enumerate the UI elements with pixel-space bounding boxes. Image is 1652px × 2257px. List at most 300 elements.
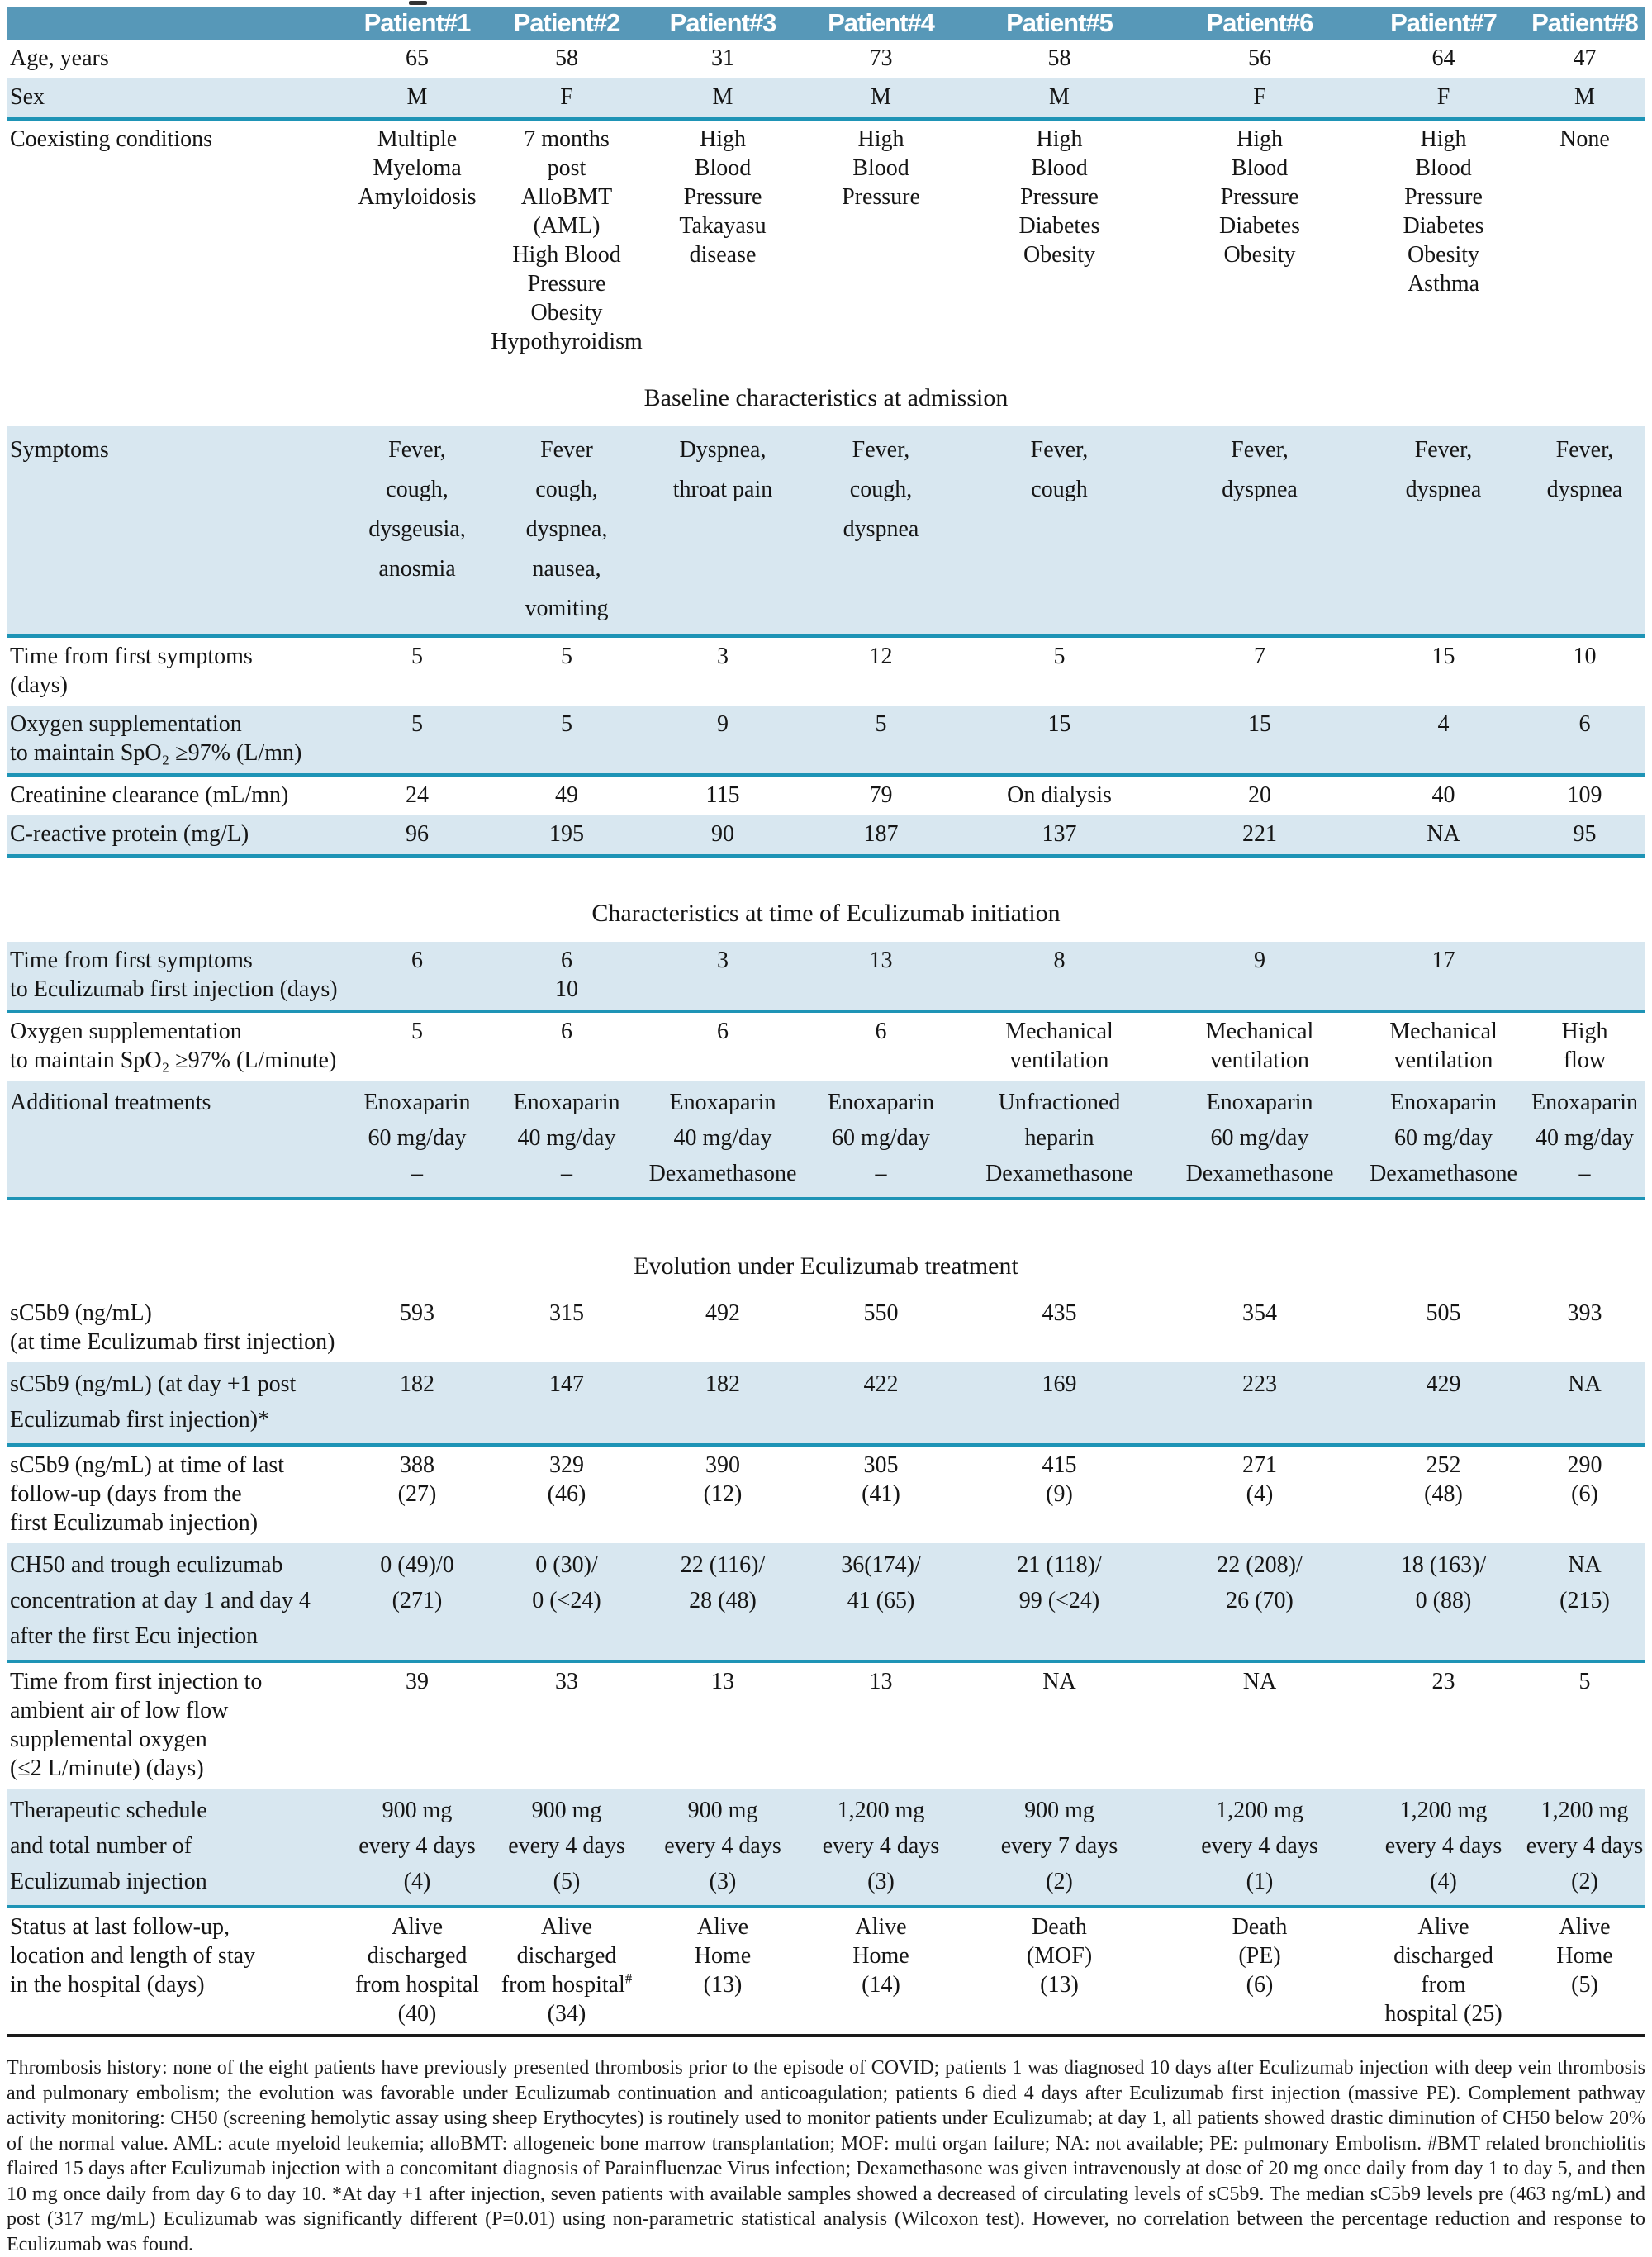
- cell: [1156, 706, 1363, 775]
- cell-line: F: [1253, 84, 1266, 110]
- cell-line: 0 (<24): [532, 1588, 601, 1613]
- cell: [646, 706, 800, 775]
- cell-line: (27): [397, 1481, 437, 1507]
- cell-line: concentration at day 1 and day 4: [10, 1588, 311, 1613]
- cell-line: Blood: [1415, 155, 1472, 181]
- cell-line: every 4 days: [664, 1833, 781, 1859]
- cell-line: every 4 days: [1526, 1833, 1644, 1859]
- cell-line: 1,200 mg: [1216, 1798, 1303, 1823]
- cell-line: –: [411, 1161, 423, 1186]
- cell-line: (13): [1040, 1972, 1079, 1998]
- section-title: Baseline characteristics at admission: [7, 362, 1645, 426]
- table-row: [7, 1081, 1645, 1199]
- cell-line: 109: [1567, 782, 1602, 808]
- cell: [1524, 1543, 1645, 1661]
- cell-line: every 4 days: [822, 1833, 940, 1859]
- cell-line: 900 mg: [687, 1798, 758, 1823]
- cell-line: (5): [553, 1869, 581, 1894]
- cell-line: Alive: [1559, 1914, 1611, 1940]
- cell-line: Myeloma: [373, 155, 462, 181]
- cell-line: 182: [400, 1371, 434, 1397]
- cell-line: Mechanical: [1005, 1019, 1113, 1044]
- cell: [800, 78, 962, 119]
- cell: [1363, 1362, 1524, 1445]
- cell: [1363, 40, 1524, 78]
- cell: [1363, 1295, 1524, 1362]
- cell-line: 26 (70): [1226, 1588, 1294, 1613]
- cell: [1156, 1445, 1363, 1543]
- cell-line: 271: [1242, 1452, 1277, 1478]
- row-label: [7, 636, 347, 706]
- cell-line: Enoxaparin: [1206, 1090, 1313, 1115]
- cell-line: cough,: [386, 477, 449, 502]
- cell-line: 5: [411, 644, 423, 669]
- cell-line: 9: [1254, 948, 1265, 973]
- cell-line: Blood: [1031, 155, 1088, 181]
- table-footnote: Thrombosis history: none of the eight patients have previously presented thrombosis prior to the episode of COVID; patients 1 was diagnosed 10 days after Eculizumab injection with deep vein thrombosis and pulmonary embolism; the evolution was favorable under Eculizumab continuation and anticoagulation; patients 6 died 4 days after Eculizumab first injection (massive PE). Complement pathway activity monitoring: CH50 (screening hemolytic assay using sheep Erythocytes) is routinely used to monitor patients under Eculizumab; at day 1, all patients showed drastic diminution of CH50 below 20% of the normal value. AML: acute myeloid leukemia; alloBMT: allogeneic bone marrow transplantation; MOF: multi organ failure; NA: not available; PE: pulmonary Embolism. #BMT related bronchiolitis flaired 15 days after Eculizumab injection with a concomitant diagnosis of Parainfluenzae Virus infection; Dexamethasone was given intravenously at dose of 20 mg once daily from day 1 to day 5, and then 10 mg once daily from day 6 to day 10. *At day +1 after injection, seven patients with available samples showed a decreased of circulating levels of sC5b9. The median sC5b9 levels pre (463 ng/mL) and post (317 mg/mL) Eculizumab was significantly different (P=0.01) using non-parametric statistical analysis (Wilcoxon test). However, no correlation between the percentage reduction and response to Eculizumab was found.: [7, 2057, 1645, 2255]
- cell-line: 31: [711, 45, 734, 71]
- cell: [800, 1661, 962, 1789]
- cell-line: Time from first injection to: [10, 1669, 263, 1694]
- cell-line: 115: [705, 782, 740, 808]
- cell-line: from hospital#: [501, 1970, 633, 1998]
- table-row: [7, 706, 1645, 775]
- row-label: [7, 426, 347, 636]
- row-label: [7, 78, 347, 119]
- cell-line: 21 (118)/: [1017, 1552, 1102, 1578]
- section-title-row: [7, 856, 1645, 942]
- table-row: [7, 119, 1645, 362]
- cell-line: post: [547, 155, 586, 181]
- cell: [962, 636, 1156, 706]
- cell: [347, 1907, 487, 2036]
- cell: [962, 1789, 1156, 1907]
- cell: [1524, 1445, 1645, 1543]
- cell-line: 15: [1047, 711, 1071, 737]
- cell-line: 36(174)/: [841, 1552, 921, 1578]
- cell-line: Therapeutic schedule: [10, 1798, 207, 1823]
- cell-line: (2): [1046, 1869, 1073, 1894]
- cell-line: every 4 days: [1201, 1833, 1318, 1859]
- section-title-row: [7, 362, 1645, 426]
- cell-line: cough: [1031, 477, 1088, 502]
- cell-line: 90: [711, 821, 734, 847]
- row-label: [7, 942, 347, 1011]
- cell-line: Creatinine clearance (mL/mn): [10, 782, 289, 808]
- cell-line: 13: [869, 1669, 893, 1694]
- cell-line: Fever,: [852, 437, 910, 463]
- cell-line: every 4 days: [1384, 1833, 1502, 1859]
- cell-line: 900 mg: [531, 1798, 602, 1823]
- cell-line: 0 (30)/: [535, 1552, 598, 1578]
- cell-line: AlloBMT (AML): [520, 184, 613, 239]
- cell-line: and total number of: [10, 1833, 192, 1859]
- cell-line: heparin: [1024, 1125, 1094, 1151]
- cell: [347, 1445, 487, 1543]
- cell-line: 305: [863, 1452, 899, 1478]
- column-header: Patient#5: [962, 7, 1156, 40]
- cell: [1524, 1295, 1645, 1362]
- cell-line: 40 mg/day: [1536, 1125, 1634, 1151]
- cell-line: 6: [875, 1019, 887, 1044]
- cell: [962, 1907, 1156, 2036]
- cell: [487, 1081, 646, 1199]
- cell-line: 58: [1047, 45, 1071, 71]
- table-row: [7, 815, 1645, 856]
- cell-line: every 4 days: [358, 1833, 476, 1859]
- cell-line: Blood: [1231, 155, 1289, 181]
- cell: [646, 1789, 800, 1907]
- cell-line: dyspnea: [843, 516, 919, 542]
- cell-line: cough,: [535, 477, 598, 502]
- cell-line: Pressure: [683, 184, 762, 210]
- cell: [347, 1362, 487, 1445]
- cell: [800, 775, 962, 815]
- cell: [347, 1081, 487, 1199]
- cell-line: flow: [1563, 1048, 1607, 1073]
- column-header: Patient#8: [1524, 7, 1645, 40]
- cell-line: NA: [1427, 821, 1460, 847]
- cell-line: follow-up (days from the: [10, 1481, 242, 1507]
- cell: [347, 775, 487, 815]
- cell: [487, 1362, 646, 1445]
- cell-line: 435: [1042, 1300, 1077, 1326]
- cell-line: 1,200 mg: [1399, 1798, 1488, 1823]
- cell: [487, 1907, 646, 2036]
- cell-line: 195: [549, 821, 584, 847]
- cell: [962, 78, 1156, 119]
- cell-line: Home: [1556, 1943, 1613, 1969]
- cell: [1363, 706, 1524, 775]
- table-row: [7, 1907, 1645, 2036]
- cell-line: ambient air of low flow: [10, 1698, 229, 1723]
- cell-line: (34): [547, 2001, 586, 2027]
- cell-line: High: [1036, 126, 1083, 152]
- cell-line: 390: [705, 1452, 740, 1478]
- section-title: Evolution under Eculizumab treatment: [7, 1199, 1645, 1295]
- cell: [487, 1011, 646, 1081]
- cell-line: (MOF): [1026, 1943, 1093, 1969]
- column-header: Patient#4: [800, 7, 962, 40]
- cell-line: Time from first symptoms: [10, 948, 253, 973]
- cell-line: from: [1421, 1972, 1466, 1998]
- cell-line: 221: [1242, 821, 1277, 847]
- cell-line: 3: [717, 948, 729, 973]
- cell: [962, 1661, 1156, 1789]
- cell-line: Additional treatments: [10, 1090, 211, 1115]
- cell: [800, 636, 962, 706]
- cell-line: 39: [406, 1669, 429, 1694]
- cell: [800, 1011, 962, 1081]
- cell-line: (6): [1246, 1972, 1274, 1998]
- cell-line: –: [875, 1161, 887, 1186]
- cell-line: Oxygen supplementation: [10, 1019, 242, 1044]
- cell-line: Obesity: [1407, 242, 1480, 268]
- cell-line: 65: [406, 45, 429, 71]
- cell-line: Alive: [855, 1914, 907, 1940]
- cell-line: Enoxaparin: [1389, 1090, 1498, 1115]
- cell-line: 64: [1431, 45, 1455, 71]
- cell-line: 13: [711, 1669, 734, 1694]
- column-header: Patient#2: [487, 7, 646, 40]
- cell: [962, 40, 1156, 78]
- cell: [962, 1362, 1156, 1445]
- cell-line: 24: [406, 782, 429, 808]
- cell: [646, 1445, 800, 1543]
- row-label: [7, 1907, 347, 2036]
- cell-line: Death: [1032, 1914, 1087, 1940]
- cell: [1156, 1011, 1363, 1081]
- cell-line: 8: [1053, 948, 1066, 973]
- cell-line: 415: [1042, 1452, 1077, 1478]
- table-row: [7, 1789, 1645, 1907]
- cell-line: ventilation: [1210, 1048, 1309, 1073]
- row-label: [7, 775, 347, 815]
- cell-line: 60 mg/day: [368, 1125, 467, 1151]
- cell: [646, 1081, 800, 1199]
- cell: [1363, 1081, 1524, 1199]
- cell-line: 593: [400, 1300, 434, 1326]
- cell-line: NA: [1042, 1669, 1076, 1694]
- cell-line: sC5b9 (ng/mL) (at day +1 post: [10, 1371, 297, 1397]
- cell-line: 15: [1248, 711, 1271, 737]
- cell: [1524, 119, 1645, 362]
- header-row: [7, 7, 1645, 40]
- cell-line: (PE): [1238, 1943, 1281, 1969]
- cell-line: 95: [1573, 821, 1597, 847]
- cell-line: Enoxaparin: [513, 1090, 620, 1115]
- cell: [800, 1081, 962, 1199]
- cell-line: Enoxaparin: [827, 1090, 935, 1115]
- cell-line: 79: [869, 782, 893, 808]
- cell-line: discharged: [516, 1943, 617, 1969]
- cell-line: –: [561, 1161, 572, 1186]
- cell: [646, 1543, 800, 1661]
- cell: [1363, 1011, 1524, 1081]
- cell-line: Obesity: [1223, 242, 1296, 268]
- cell-line: Obesity: [530, 300, 603, 325]
- cell-line: 550: [863, 1300, 899, 1326]
- cell: [646, 636, 800, 706]
- cell: [962, 119, 1156, 362]
- cell-line: (12): [703, 1481, 743, 1507]
- row-label: [7, 1445, 347, 1543]
- cell: [347, 942, 487, 1011]
- cell-line: 56: [1248, 45, 1271, 71]
- cell-line: 13: [869, 948, 893, 973]
- row-label: [7, 1295, 347, 1362]
- cell-line: after the first Ecu injection: [10, 1623, 259, 1649]
- cell-line: (46): [547, 1481, 586, 1507]
- cell: [1156, 815, 1363, 856]
- column-header: Patient#3: [646, 7, 800, 40]
- cell-line: M: [712, 84, 733, 110]
- cell-line: supplemental oxygen: [10, 1727, 207, 1752]
- cell-line: 5: [1578, 1669, 1591, 1694]
- cell-line: M: [406, 84, 428, 110]
- cell-line: Sex: [10, 84, 45, 110]
- cell-line: On dialysis: [1007, 782, 1112, 808]
- table-row: [7, 1543, 1645, 1661]
- cell: [646, 942, 800, 1011]
- cell-line: every 7 days: [1000, 1833, 1118, 1859]
- cell: [347, 636, 487, 706]
- cell: [646, 775, 800, 815]
- cell-line: 252: [1426, 1452, 1461, 1478]
- cell-line: 23: [1431, 1669, 1455, 1694]
- cell-line: dyspnea: [1546, 477, 1623, 502]
- cell-line: Fever,: [1414, 437, 1473, 463]
- cell-line: Alive: [540, 1914, 593, 1940]
- cell: [962, 706, 1156, 775]
- cell-line: (6): [1571, 1481, 1598, 1507]
- cell-line: 12: [869, 644, 893, 669]
- cell-line: Symptoms: [10, 437, 109, 463]
- cell-line: Pressure: [527, 271, 606, 297]
- cell-line: Blood: [694, 155, 752, 181]
- row-label: [7, 1661, 347, 1789]
- cell-line: 354: [1242, 1300, 1277, 1326]
- cell-line: Takayasu: [679, 213, 767, 239]
- cell: [1363, 942, 1524, 1011]
- cell-line: 137: [1042, 821, 1077, 847]
- table-row: [7, 1661, 1645, 1789]
- cell-line: 4: [1437, 711, 1450, 737]
- cell: [347, 815, 487, 856]
- cell-line: 40: [1431, 782, 1455, 808]
- cell-line: 223: [1242, 1371, 1277, 1397]
- cell: [347, 1295, 487, 1362]
- table-row: [7, 1445, 1645, 1543]
- cell: [646, 40, 800, 78]
- cell-line: (3): [867, 1869, 895, 1894]
- cell-line: High: [1561, 1019, 1608, 1044]
- cell-line: (4): [1430, 1869, 1457, 1894]
- cell-line: location and length of stay: [10, 1943, 256, 1969]
- cell-line: Diabetes: [1018, 213, 1100, 239]
- cell: [1156, 1362, 1363, 1445]
- cell: [1363, 1789, 1524, 1907]
- cell-line: Dexamethasone: [1370, 1161, 1517, 1186]
- cell-line: every 4 days: [508, 1833, 625, 1859]
- cell-line: Alive: [1417, 1914, 1469, 1940]
- cell: [487, 40, 646, 78]
- cell-line: Pressure: [1220, 184, 1299, 210]
- cell-line: 60 mg/day: [1210, 1125, 1309, 1151]
- cell: [1156, 775, 1363, 815]
- cell: [962, 1543, 1156, 1661]
- cell-line: 49: [555, 782, 578, 808]
- cell: [487, 1789, 646, 1907]
- cell: [487, 706, 646, 775]
- cell-line: dysgeusia,: [368, 516, 466, 542]
- cell-line: Home: [694, 1943, 752, 1969]
- cell-line: Eculizumab injection: [10, 1869, 207, 1894]
- cell: [1156, 426, 1363, 636]
- cell-line: to Eculizumab first injection (days): [10, 976, 338, 1002]
- cell-line: (1): [1246, 1869, 1274, 1894]
- cell-line: anosmia: [378, 556, 456, 582]
- cell-line: 900 mg: [1024, 1798, 1094, 1823]
- cell-line: 5: [561, 711, 572, 737]
- cell: [1156, 40, 1363, 78]
- cell-line: Fever,: [1555, 437, 1614, 463]
- cell-line: 6: [717, 1019, 729, 1044]
- cell-line: 5: [875, 711, 887, 737]
- table-row: [7, 426, 1645, 636]
- cell-line: Alive: [696, 1914, 749, 1940]
- cell-line: (48): [1424, 1481, 1463, 1507]
- cell-line: from hospital: [354, 1972, 480, 1998]
- cell: [1524, 1907, 1645, 2036]
- cell-line: (13): [703, 1972, 743, 1998]
- cell-line: (3): [709, 1869, 737, 1894]
- cell: [1524, 775, 1645, 815]
- cell-line: dyspnea: [1405, 477, 1482, 502]
- cell-line: Death: [1232, 1914, 1288, 1940]
- cropped-caption-artifact: [409, 1, 427, 5]
- cell-line: NA: [1242, 1669, 1277, 1694]
- cell: [1156, 1543, 1363, 1661]
- cell-line: High: [1420, 126, 1467, 152]
- cell-line: to maintain SpO₂ ≥97% (L/minute): [10, 1048, 337, 1073]
- cell: [347, 1011, 487, 1081]
- cell: [646, 1362, 800, 1445]
- cell-line: High: [700, 126, 746, 152]
- corner-cell: [7, 7, 347, 40]
- table-row: [7, 636, 1645, 706]
- cell-line: Unfractioned: [998, 1090, 1121, 1115]
- cell-line: 1,200 mg: [837, 1798, 925, 1823]
- cell: [1363, 636, 1524, 706]
- cell-line: High: [857, 126, 904, 152]
- cell-line: Home: [852, 1943, 909, 1969]
- cell-line: High Blood: [512, 242, 621, 268]
- cell-line: Eculizumab first injection)*: [10, 1407, 270, 1433]
- cell: [487, 1295, 646, 1362]
- cell-line: Coexisting conditions: [10, 126, 212, 152]
- cell: [1524, 40, 1645, 78]
- cell-line: 6: [1578, 711, 1591, 737]
- cell: [487, 636, 646, 706]
- cell-line: (271): [392, 1588, 443, 1613]
- cell-line: to maintain SpO₂ ≥97% (L/mn): [10, 740, 302, 766]
- cell-line: 0 (49)/0: [380, 1552, 454, 1578]
- cell-line: 99 (<24): [1018, 1588, 1100, 1613]
- cell: [1156, 1295, 1363, 1362]
- cell: [347, 426, 487, 636]
- cell: [1524, 815, 1645, 856]
- cell-line: 96: [406, 821, 429, 847]
- cell: [1524, 1661, 1645, 1789]
- cell: [347, 78, 487, 119]
- cell-line: Obesity: [1023, 242, 1096, 268]
- cell-line: first Eculizumab injection): [10, 1510, 259, 1536]
- cell-line: 290: [1567, 1452, 1602, 1478]
- cell-line: Diabetes: [1219, 213, 1300, 239]
- cell: [800, 119, 962, 362]
- cell: [1524, 1789, 1645, 1907]
- cell-line: 429: [1426, 1371, 1461, 1397]
- cell-line: Fever,: [1030, 437, 1089, 463]
- cell: [1156, 1661, 1363, 1789]
- cell: [962, 1445, 1156, 1543]
- cell-line: Fever: [540, 437, 593, 463]
- cell-line: Dyspnea,: [679, 437, 767, 463]
- cell: [347, 1789, 487, 1907]
- cell-line: Dexamethasone: [648, 1161, 797, 1186]
- cell-line: 5: [561, 644, 572, 669]
